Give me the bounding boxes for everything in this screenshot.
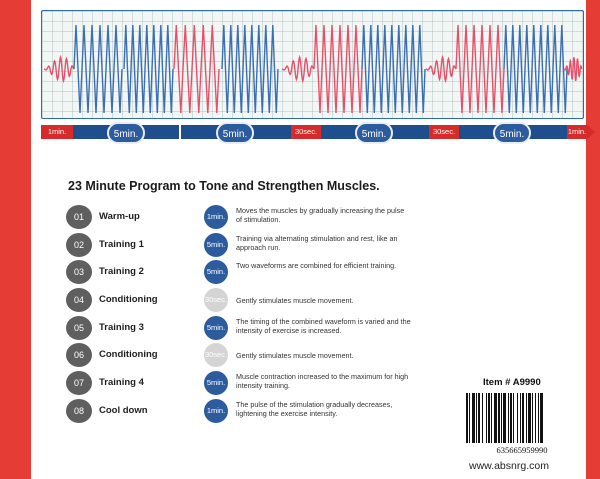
program-step [66,205,586,229]
barcode-bar [469,393,470,443]
waveform-pulse-train [124,25,173,113]
step-name: Cool down [99,405,148,416]
barcode-bar [538,393,539,443]
program-panel [31,0,586,479]
step-number: 04 [66,288,92,312]
step-description: Moves the muscles by gradually increasing the pulse of stimulation. [236,206,405,224]
step-number: 02 [66,233,92,257]
waveform-svg [42,11,583,118]
barcode-bar [478,393,480,443]
timeline-label: 30sec. [294,127,318,136]
barcode-bar [472,393,475,443]
left-red-frame [0,0,31,479]
step-name: Training 1 [99,239,144,250]
step-number: 05 [66,316,92,340]
step-number: 08 [66,399,92,423]
step-name: Warm-up [99,211,140,222]
program-title: 23 Minute Program to Tone and Strengthen Muscles. [68,179,380,193]
program-step [66,233,586,257]
timeline-label: 30sec. [432,127,456,136]
step-description: Training via alternating stimulation and rest, like an approach run. [236,234,398,252]
barcode-bar [494,393,497,443]
step-name: Training 3 [99,322,144,333]
barcode-bar [528,393,531,443]
step-description: The timing of the combined waveform is varied and the intensity of exercise is increased. [236,317,411,335]
barcode-bar [498,393,500,443]
program-step [66,288,586,312]
step-duration-badge: 5min. [204,233,228,257]
timeline-label: 1min. [47,127,67,136]
step-duration-badge: 1min. [204,205,228,229]
website-url: www.absnrg.com [469,460,549,472]
timeline-pill: 5min. [107,122,145,144]
barcode-bar [513,393,514,443]
barcode-bar [491,393,492,443]
program-step [66,260,586,284]
barcode-bar [486,393,487,443]
program-step [66,343,586,367]
waveform-pulse-train [456,25,504,113]
step-duration-badge: 5min. [204,260,228,284]
waveform-warmup-burst [44,57,74,81]
waveform-pulse-train [174,25,219,113]
barcode-bar [508,393,509,443]
step-name: Conditioning [99,294,158,305]
step-name: Training 4 [99,377,144,388]
timeline-pill: 5min. [493,122,531,144]
barcode-bar [532,393,533,443]
timeline-label: 1min. [567,127,587,136]
waveform-warmup-burst [426,57,456,81]
waveform-pulse-train [504,25,567,113]
item-number: Item # A9990 [483,377,541,388]
barcode-bar [482,393,483,443]
step-duration-badge: 30sec. [204,288,228,312]
program-timeline [41,122,596,152]
barcode-bar [520,393,521,443]
timeline-pill: 5min. [355,122,393,144]
barcode-icon [465,393,579,443]
waveform-pulse-train [222,25,278,113]
step-number: 06 [66,343,92,367]
waveform-graph [41,10,584,119]
timeline-arrow-icon [587,125,595,139]
right-red-frame [586,0,600,479]
barcode-bar [503,393,506,443]
step-description: Gently stimulates muscle movement. [236,296,354,305]
barcode-bar [526,393,527,443]
barcode-bar [522,393,524,443]
waveform-warmup-burst [282,57,314,81]
barcode-bar [535,393,536,443]
step-description: Gently stimulates muscle movement. [236,351,354,360]
timeline-pill: 5min. [216,122,254,144]
waveform-pulse-train [362,25,425,113]
waveform-pulse-train [74,25,122,113]
step-number: 03 [66,260,92,284]
step-description: Muscle contraction increased to the maximum for high intensity training. [236,372,409,390]
step-duration-badge: 30sec. [204,343,228,367]
step-description: The pulse of the stimulation gradually decreases, lightening the exercise intensity. [236,400,393,418]
waveform-pulse-train [314,25,362,113]
step-duration-badge: 1min. [204,399,228,423]
barcode-bar [476,393,477,443]
step-number: 01 [66,205,92,229]
step-duration-badge: 5min. [204,316,228,340]
step-name: Training 2 [99,266,144,277]
program-step [66,316,586,340]
step-duration-badge: 5min. [204,371,228,395]
barcode-bar [510,393,512,443]
step-number: 07 [66,371,92,395]
step-name: Conditioning [99,349,158,360]
barcode-bar [517,393,518,443]
barcode-number: 635665959990 [496,445,548,455]
barcode-bar [488,393,490,443]
barcode-bar [540,393,543,443]
step-description: Two waveforms are combined for efficient training. [236,261,397,270]
barcode-bar [466,393,468,443]
barcode-bar [501,393,502,443]
